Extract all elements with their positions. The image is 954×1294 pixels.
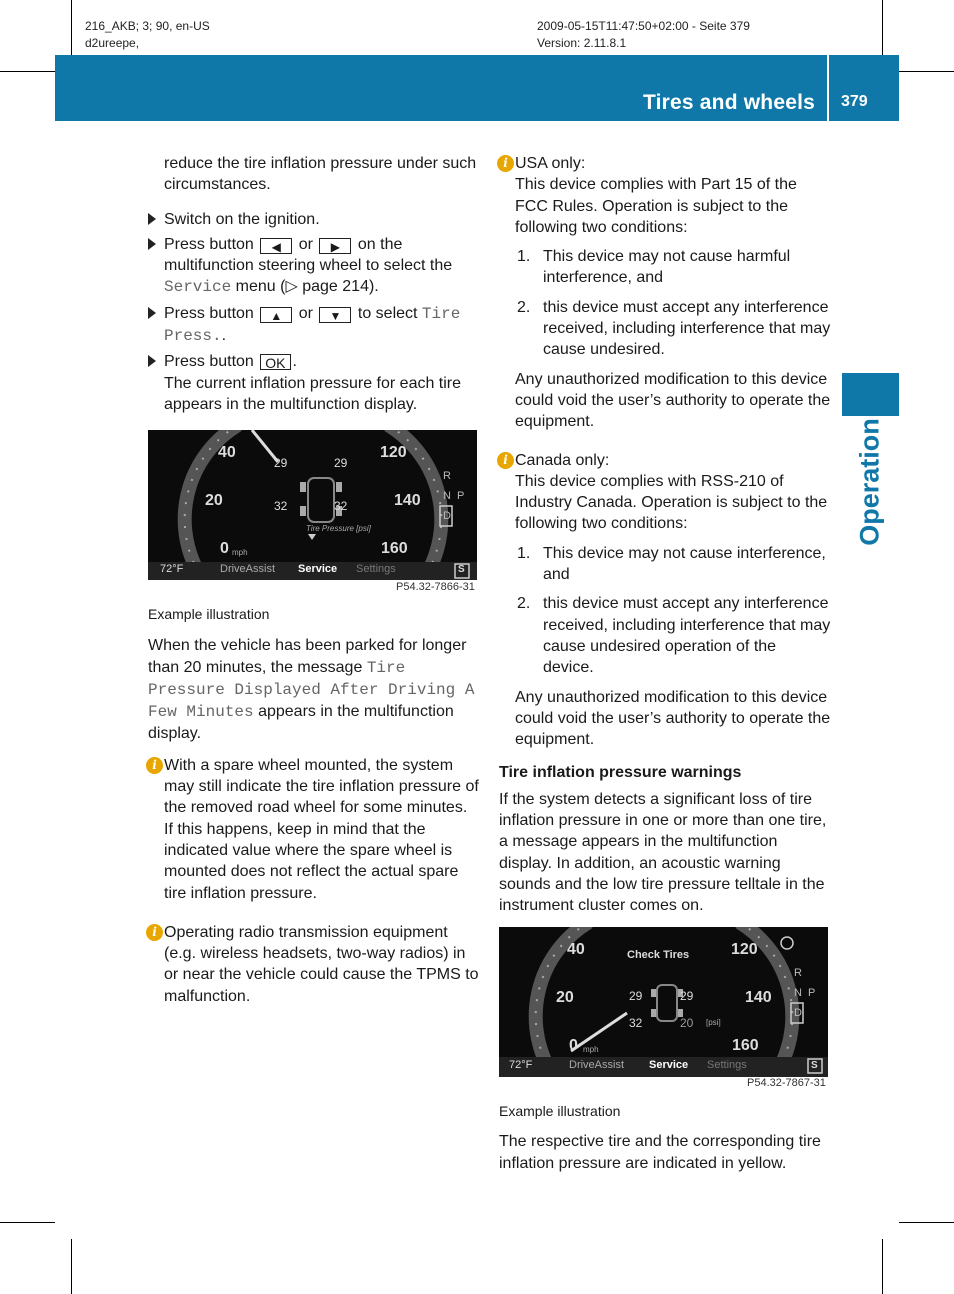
body-text: When the vehicle has been parked for longer than 20 minutes, the message <box>148 637 467 676</box>
crop-mark <box>71 1239 72 1294</box>
menu-item-service: Service <box>298 563 338 575</box>
left-arrow-key-icon: ◀ <box>260 238 292 254</box>
step-result-text: The current inflation pressure for each tire appears in the multifunction display. <box>164 374 462 413</box>
chapter-label: Operation <box>854 418 885 546</box>
list-item <box>515 246 831 289</box>
info-radio-transmission <box>148 922 480 1007</box>
gear-indicator: P <box>808 987 816 999</box>
side-tab <box>842 373 899 416</box>
list-text: This device may not cause interference, and <box>543 544 826 584</box>
step-press-ok <box>148 351 480 415</box>
page-reference: page 214). <box>302 278 379 296</box>
right-arrow-key-icon: ▶ <box>319 238 351 254</box>
menu-name: Service <box>164 278 232 297</box>
canada-note: Any unauthorized modification to this device could void the user’s authority to operate the equipment. <box>515 688 831 749</box>
tire-pressure-rear-right: 32 <box>334 499 348 513</box>
step-text: Switch on the ignition. <box>164 210 320 228</box>
usa-conditions <box>515 246 831 360</box>
list-item <box>515 297 831 361</box>
figure-caption: Example illustration <box>148 606 270 622</box>
speed-label: 40 <box>567 941 585 958</box>
speed-label: 20 <box>556 989 574 1006</box>
warnings-heading: Tire inflation pressure warnings <box>499 764 742 782</box>
info-text: This device complies with Part 15 of the FCC Rules. Operation is subject to the following two conditions: <box>515 176 797 236</box>
menu-item-settings: Settings <box>356 563 396 575</box>
check-tires-message: Check Tires <box>627 949 690 961</box>
menu-icon: S <box>811 1060 818 1071</box>
pressure-unit: [psi] <box>706 1018 721 1027</box>
gear-indicator: R <box>794 967 802 979</box>
list-number: 1. <box>517 248 531 266</box>
step-select-service <box>148 234 480 299</box>
speed-label: 120 <box>380 444 407 461</box>
menu-item-settings: Settings <box>707 1059 747 1071</box>
down-arrow-key-icon: ▼ <box>319 307 351 323</box>
figure-reference: P54.32-7866-31 <box>396 581 475 593</box>
list-item <box>515 593 831 678</box>
step-arrow-icon <box>148 355 156 367</box>
crop-mark <box>882 1239 883 1294</box>
menu-item-driveassist: DriveAssist <box>569 1059 625 1071</box>
menu-icon: S <box>458 564 465 575</box>
intro-text: reduce the tire inflation pressure under such circumstances. <box>164 155 477 194</box>
tire-pressure-front-right: 29 <box>334 456 348 470</box>
list-number: 1. <box>517 544 531 562</box>
list-number: 2. <box>517 595 531 613</box>
step-text: menu ( <box>235 278 286 296</box>
meta-line: 216_AKB; 3; 90, en-US <box>85 19 210 33</box>
gear-indicator: D <box>794 1007 802 1019</box>
speed-unit: mph <box>583 1045 599 1054</box>
left-column-lower <box>148 604 480 1007</box>
menu-item-name: Tire Press. <box>164 304 461 346</box>
step-text: or <box>298 304 313 322</box>
crop-mark <box>71 0 72 55</box>
tire-pressure-rear-left: 32 <box>274 499 288 513</box>
speed-label: 160 <box>732 1037 759 1054</box>
display-message: Tire Pressure Displayed After Driving A Few Minutes <box>148 658 475 722</box>
step-text: or <box>298 235 313 253</box>
speed-label: 120 <box>731 941 758 958</box>
info-icon: i <box>146 757 163 774</box>
gear-indicator: D <box>443 510 451 522</box>
ok-key-icon: OK <box>260 354 290 370</box>
page-number: 379 <box>841 93 868 110</box>
instrument-cluster-illustration-1 <box>148 430 477 580</box>
crop-mark <box>882 0 883 55</box>
tire-pressure-front-left: 29 <box>274 456 288 470</box>
info-text: This device complies with RSS-210 of Industry Canada. Operation is subject to the following two conditions: <box>515 472 828 533</box>
left-column <box>148 153 480 415</box>
speed-label: 140 <box>745 989 772 1006</box>
step-arrow-icon <box>148 307 156 319</box>
car-outline-icon <box>657 985 677 1021</box>
meta-line: 2009-05-15T11:47:50+02:00 - Seite 379 <box>537 19 750 33</box>
tire-pressure-front-left: 29 <box>629 989 643 1003</box>
car-outline-icon <box>308 478 334 522</box>
info-icon: i <box>497 452 514 469</box>
speed-label: 160 <box>381 540 408 557</box>
speed-label: 140 <box>394 492 421 509</box>
step-arrow-icon <box>148 238 156 250</box>
crop-mark <box>899 1222 954 1223</box>
tire-pressure-warning-icon <box>781 937 793 949</box>
cluster-display-svg <box>148 430 477 580</box>
info-icon: i <box>497 155 514 172</box>
menu-item-service: Service <box>649 1059 689 1071</box>
print-meta-left <box>85 18 210 52</box>
meta-line: Version: 2.11.8.1 <box>537 36 627 50</box>
up-arrow-key-icon: ▲ <box>260 307 292 323</box>
canada-conditions <box>515 543 831 679</box>
info-title: USA only: <box>515 155 586 172</box>
right-column <box>499 153 831 917</box>
list-text: this device must accept any interference received, including interference that may cause undesired. <box>543 298 831 359</box>
speed-label: 20 <box>205 492 223 509</box>
gear-indicator: P <box>457 490 465 502</box>
speed-unit: mph <box>232 548 248 557</box>
speed-label: 0 <box>569 1037 578 1054</box>
outside-temperature: 72°F <box>509 1059 533 1071</box>
step-text: . <box>292 353 297 371</box>
list-text: this device must accept any interference received, including interference that may cause undesired operation of the device. <box>543 595 831 677</box>
speed-label: 0 <box>220 540 229 557</box>
right-column-lower <box>499 1101 831 1174</box>
step-text: Press button <box>164 235 254 253</box>
figure-caption: Example illustration <box>499 1103 621 1119</box>
body-text: appears in the multifunction display. <box>148 703 454 743</box>
tire-pressure-rear-right: 20 <box>680 1016 694 1030</box>
step-ignition <box>148 209 480 230</box>
outside-temperature: 72°F <box>160 563 184 575</box>
tire-pressure-front-right: 29 <box>680 989 694 1003</box>
print-meta-right <box>537 18 750 52</box>
step-text: Press button <box>164 304 254 322</box>
list-text: This device may not cause harmful interference, and <box>543 248 791 287</box>
info-text: With a spare wheel mounted, the system may still indicate the tire inflation pressure of the removed road wheel for some minutes. If this happens, keep in mind that the indicated value where the spare wheel is mounted does not reflect the actual spare tire inflation pressure. <box>164 756 479 902</box>
warnings-text: If the system detects a significant loss of tire inflation pressure in one or more than one tire, a message appears in the multifunction display. In addition, an acoustic warning sounds and the low tire pressure telltale in the instrument cluster comes on. <box>499 790 827 915</box>
speed-label: 40 <box>218 444 236 461</box>
info-title: Canada only: <box>515 451 610 469</box>
screen-label: Tire Pressure [psi] <box>306 524 371 533</box>
crop-mark <box>899 71 954 72</box>
closing-text: The respective tire and the corresponding tire inflation pressure are indicated in yellow. <box>499 1133 821 1172</box>
info-text: Operating radio transmission equipment (e.g. wireless headsets, two-way radios) in or near the vehicle could cause the TPMS to malfunction. <box>164 923 479 1005</box>
list-number: 2. <box>517 298 531 316</box>
info-spare-wheel <box>148 755 480 904</box>
tire-pressure-rear-left: 32 <box>629 1016 643 1030</box>
step-text: to select <box>357 304 418 322</box>
step-text: . <box>221 327 227 345</box>
menu-item-driveassist: DriveAssist <box>220 563 276 575</box>
crop-mark <box>0 71 55 72</box>
info-icon: i <box>146 924 163 941</box>
page-ref-icon: ▷ <box>285 278 298 296</box>
parked-message-paragraph <box>148 635 480 744</box>
instrument-cluster-illustration-2 <box>499 927 828 1077</box>
info-canada <box>499 450 831 535</box>
section-title: Tires and wheels <box>642 91 815 114</box>
step-text: Press button <box>164 353 254 371</box>
gear-indicator: N <box>443 490 451 502</box>
figure-reference: P54.32-7867-31 <box>747 1077 826 1089</box>
list-item <box>515 543 831 586</box>
needle <box>571 1013 627 1051</box>
usa-note: Any unauthorized modification to this device could void the user’s authority to operate the equipment. <box>515 370 831 431</box>
step-select-tire-press <box>148 303 480 348</box>
gear-indicator: N <box>794 987 802 999</box>
crop-mark <box>0 1222 55 1223</box>
meta-line: d2ureepe, <box>85 36 140 50</box>
gear-indicator: R <box>443 470 451 482</box>
chapter-header <box>55 55 899 121</box>
step-text: on the multifunction steering wheel to select the <box>164 235 453 275</box>
step-arrow-icon <box>148 213 156 225</box>
info-usa <box>499 153 831 238</box>
header-divider <box>827 55 829 121</box>
